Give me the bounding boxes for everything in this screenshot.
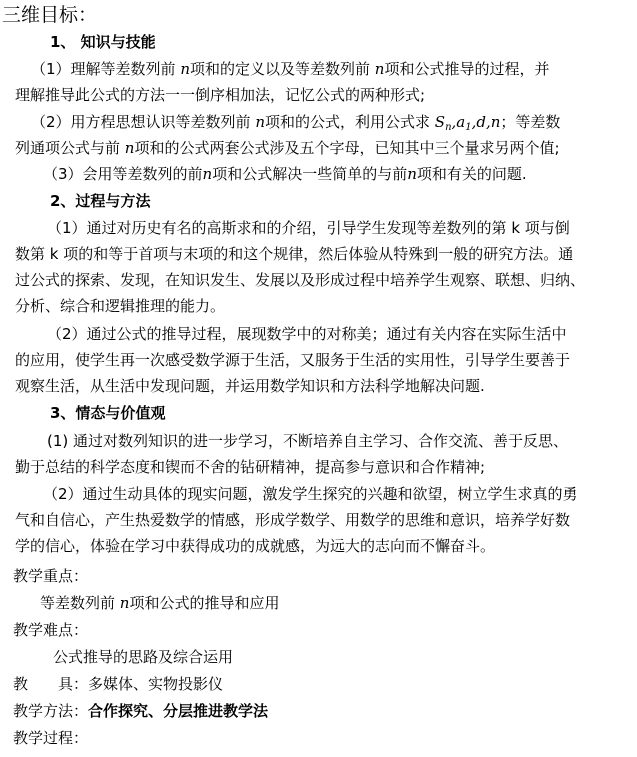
s1-p1-line2: 理解推导此公式的方法一一倒序相加法，记忆公式的两种形式; [15, 86, 426, 104]
text-run: （3）会用等差数列的前 [43, 165, 203, 183]
teaching-tools-row [13, 674, 223, 694]
s1-p2-line2 [15, 138, 560, 158]
text-run: 项和公式的推导和应用 [129, 594, 280, 612]
text-run: 等差数列前 [40, 594, 120, 612]
key-points-label: 教学重点： [13, 567, 89, 585]
s2-p1-line3: 过公式的探索、发现，在知识发生、发展以及形成过程中培养学生观察、联想、归纳、 [15, 271, 586, 289]
difficulty-label: 教学难点： [13, 621, 89, 639]
s2-p1-line2: 数第 k 项的和等于首项与末项的和这个规律，然后体验从特殊到一般的研究方法。通 [15, 245, 574, 263]
teaching-process-label: 教学过程： [13, 729, 89, 747]
text-run: （2）用方程思想认识等差数列前 [31, 113, 256, 131]
difficulty-text: 公式推导的思路及综合运用 [53, 648, 234, 666]
text-run: 项和的公式，利用公式求 [265, 113, 435, 131]
text-run: 项和的定义以及等差数列前 [189, 60, 375, 78]
text-run: 项和有关的问题. [416, 165, 527, 183]
s1-p2-line1 [31, 112, 560, 138]
text-run: 项和的公式两套公式涉及五个字母，已知其中三个量求另两个值; [134, 139, 560, 157]
s1-p1-line1 [31, 59, 549, 79]
section-3-heading: 3、情态与价值观 [50, 404, 166, 422]
s3-p2-line2: 气和自信心，产生热爱数学的情感，形成学数学、用数学的思维和意识，培养学好数 [15, 511, 571, 529]
formula-a: ,a [451, 113, 466, 131]
s3-p1-line2: 勤于总结的科学态度和锲而不舍的钻研精神，提高参与意识和合作精神; [15, 458, 486, 476]
math-var-n: n [124, 139, 135, 157]
s2-p1-line4: 分析、综合和逻辑推理的能力。 [15, 297, 226, 315]
section-2-heading: 2、过程与方法 [50, 192, 151, 210]
formula-sub-1: 1 [465, 122, 472, 133]
method-text: 合作探究、分层推进教学法 [88, 702, 269, 720]
text-run: 列通项公式与前 [15, 139, 125, 157]
s2-p1-line1: （1）通过对历史有名的高斯求和的介绍，引导学生发现等差数列的第 k 项与倒 [47, 219, 570, 237]
math-var-n: n [255, 113, 265, 131]
text-run: 项和公式推导的过程，并 [384, 60, 550, 78]
formula-sub-n: n [445, 122, 452, 133]
math-var-n: n [180, 60, 190, 78]
text-run: ；等差数 [500, 113, 561, 131]
math-var-n: n [374, 60, 385, 78]
text-run: 项和公式解决一些简单的与前 [212, 165, 408, 183]
formula-rest: ,d,n [471, 113, 501, 131]
math-var-n: n [202, 165, 213, 183]
s3-p2-line3: 学的信心，体验在学习中获得成功的成就感，为远大的志向而不懈奋斗。 [15, 537, 496, 555]
math-var-n: n [119, 594, 130, 612]
tools-label: 教 具： [13, 675, 89, 693]
formula-s: S [434, 113, 446, 131]
s2-p2-line1: （2）通过公式的推导过程，展现数学中的对称美；通过有关内容在实际生活中 [47, 325, 567, 343]
s3-p1-line1: (1) 通过对数列知识的进一步学习，不断培养自主学习、合作交流、善于反思、 [47, 432, 569, 450]
formula-sn-a1-d-n [435, 113, 501, 131]
s2-p2-line2: 的应用，使学生再一次感受数学源于生活，又服务于生活的实用性，引导学生要善于 [15, 351, 571, 369]
s3-p2-line1: （2）通过生动具体的现实问题，激发学生探究的兴趣和欲望，树立学生求真的勇 [43, 485, 578, 503]
key-points-text [40, 593, 279, 613]
text-run: （1）理解等差数列前 [31, 60, 181, 78]
section-1-heading: 1、 知识与技能 [50, 33, 156, 51]
math-var-n: n [407, 165, 417, 183]
s1-p3 [43, 164, 527, 184]
tools-text: 多媒体、实物投影仪 [88, 675, 224, 693]
s2-p2-line3: 观察生活，从生活中发现问题，并运用数学知识和方法科学地解决问题. [15, 377, 485, 395]
objectives-title: 三维目标： [2, 4, 98, 26]
method-label: 教学方法： [13, 702, 89, 720]
teaching-method-row [13, 701, 268, 721]
